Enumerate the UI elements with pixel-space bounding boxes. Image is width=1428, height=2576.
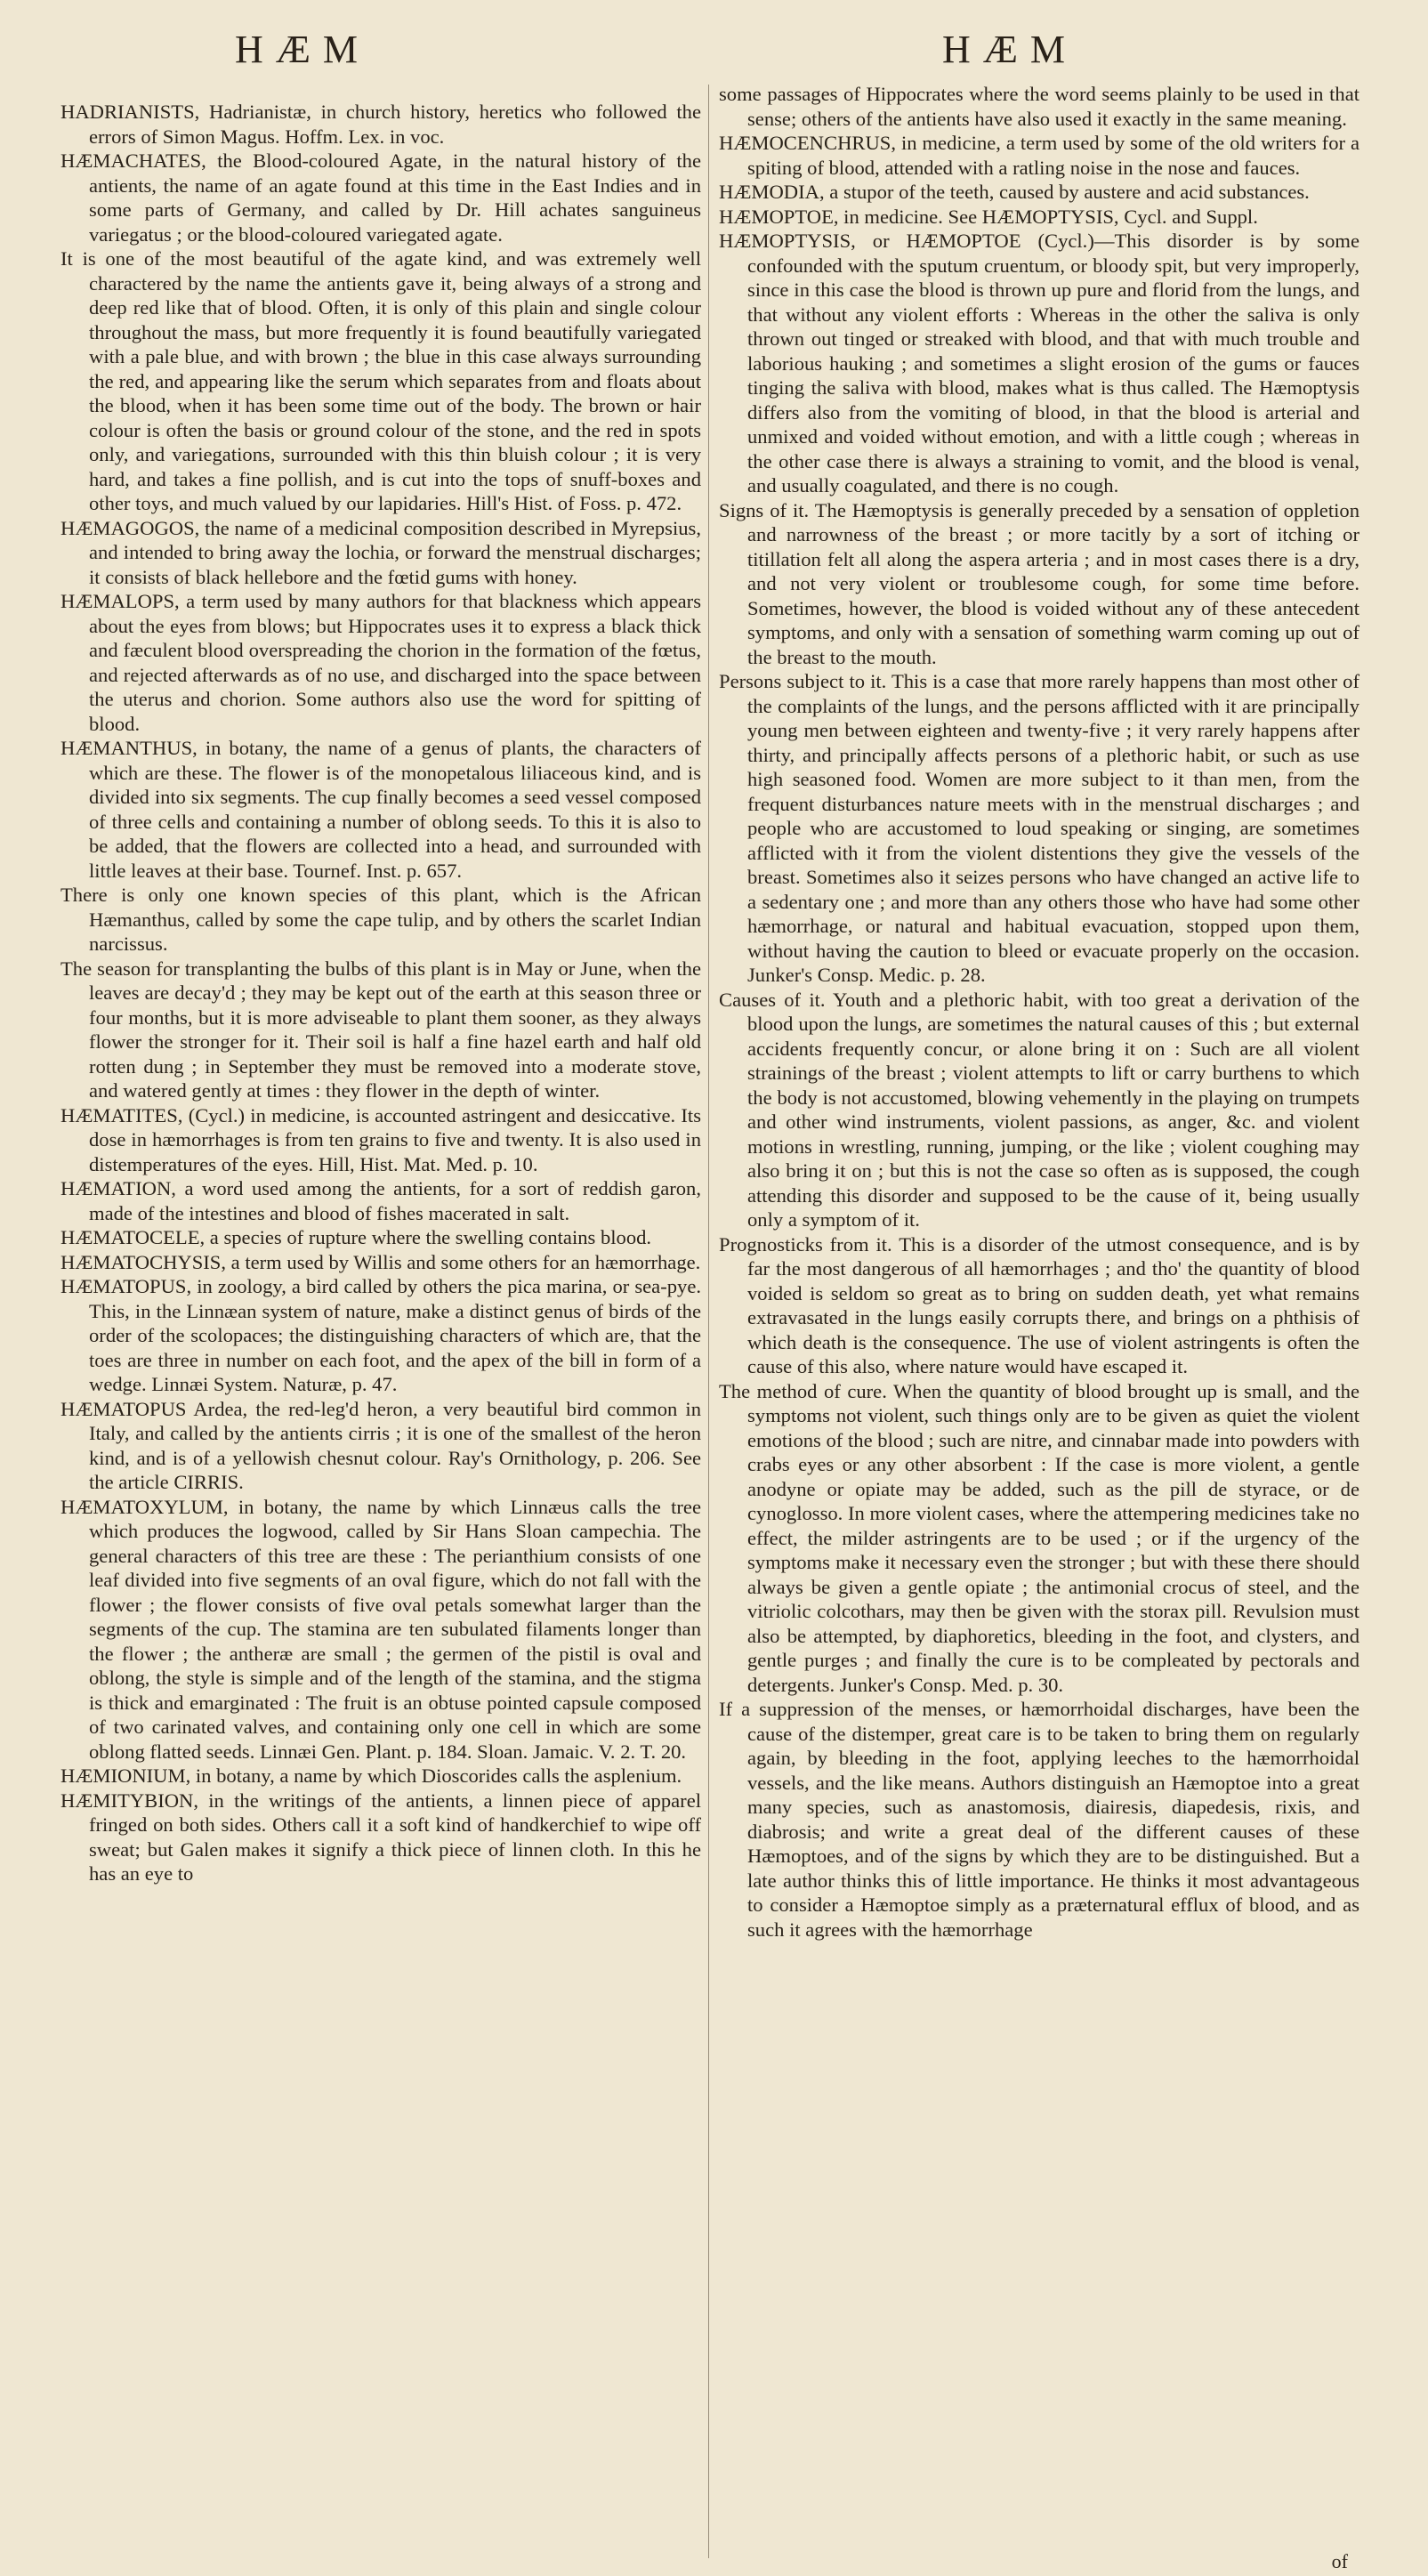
- entry-paragraph: Causes of it. Youth and a plethoric habit, with too great a derivation of the blood upon the lungs, are sometimes the natural causes of this ; but external accidents frequently concur, or alone bring it on : Such are all violent strainings of the breast ; violent attempts to lift or carry burthens to which the body is not accustomed, blowing vehemently in the playing on trumpets and other wind instruments, violent passions, as anger, &c. and violent motions in wrestling, running, jumping, or the like ; violent coughing may also bring it on ; but this is not the case so often as is supposed, the cough attending this disorder and supposed to be the cause of it, being usually only a symptom of it.: [719, 988, 1359, 1231]
- entry-paragraph: HÆMATOCELE, a species of rupture where the swelling contains blood.: [61, 1226, 652, 1248]
- entry-paragraph: HÆMITYBION, in the writings of the antients, a linnen piece of apparel fringed on both sides. Others call it a soft kind of handkerchief to wipe off sweat; but Galen makes it signify a thick piece of linnen cloth. In this he has an eye to: [61, 1789, 701, 1885]
- running-head-right: HÆM: [941, 28, 1078, 71]
- entry-paragraph: some passages of Hippocrates where the word seems plainly to be used in that sense; others of the antients have also used it exactly in the same meaning.: [719, 83, 1359, 130]
- entry-paragraph: HÆMAGOGOS, the name of a medicinal composition described in Myrepsius, and intended to bring away the lochia, or forward the menstrual discharges; it consists of black hellebore and the fœtid gums with honey.: [61, 516, 701, 588]
- entry-paragraph: HÆMATOCHYSIS, a term used by Willis and some others for an hæmorrhage.: [61, 1250, 701, 1273]
- entry-paragraph: HÆMATION, a word used among the antients, for a sort of reddish garon, made of the intestines and blood of fishes macerated in salt.: [61, 1177, 701, 1224]
- entry-paragraph: HADRIANISTS, Hadrianistæ, in church history, heretics who followed the errors of Simon Magus. Hoffm. Lex. in voc.: [61, 101, 701, 148]
- entry-paragraph: It is one of the most beautiful of the agate kind, and was extremely well charactered by the name the antients gave it, being always of a strong and deep red like that of blood. Often, it is only of this plain and single colour throughout the mass, but more frequently it is found beautifully variegated with a pale blue, and with brown ; the blue in this case always surrounding the red, and appearing like the serum which separates from and floats about the blood, when it has been some time out of the body. The brown or hair colour is often the basis or ground colour of the stone, and the red in spots only, and variegations, surrounded with this thin bluish colour ; it is very hard, and takes a fine pollish, and is cut into the tops of snuff-boxes and other toys, and much valued by our lapidaries. Hill's Hist. of Foss. p. 472.: [61, 247, 701, 514]
- entry-paragraph: If a suppression of the menses, or hæmorrhoidal discharges, have been the cause of the distemper, great care is to be taken to bring them on regularly again, by bleeding in the foot, applying leeches to the hæmorrhoidal vessels, and the like means. Authors distinguish an Hæmoptoe into a great many species, such as anastomosis, diairesis, diapedesis, rixis, and diabrosis; and write a great deal of the different causes of these Hæmoptoes, and of the signs by which they are to be distinguished. But a late author thinks this of little importance. He thinks it most advantageous to consider a Hæmoptoe simply as a præternatural efflux of blood, and as such it agrees with the hæmorrhage: [719, 1698, 1359, 1941]
- entry-paragraph: HÆMOCENCHRUS, in medicine, a term used by some of the old writers for a spiting of blood, attended with a ratling noise in the nose and fauces.: [719, 132, 1359, 179]
- catchword: of: [1331, 2550, 1348, 2572]
- entry-paragraph: HÆMALOPS, a term used by many authors for that blackness which appears about the eyes from blows; but Hippocrates uses it to express a black thick and fæculent blood overspreading the chorion in the formation of the fœtus, and rejected afterwards as of no use, and discharged into the space between the uterus and chorion. Some authors also use the word for spitting of blood.: [61, 590, 701, 735]
- running-head-left: HÆM: [234, 28, 371, 71]
- entry-paragraph: HÆMODIA, a stupor of the teeth, caused by austere and acid substances.: [719, 181, 1310, 203]
- entry-paragraph: The method of cure. When the quantity of blood brought up is small, and the symptoms not violent, such things only are to be given as quiet the violent emotions of the blood ; such are nitre, and cinnabar made into powders with crabs eyes or any other absorbent : If the case is more violent, a gentle anodyne or opiate may be added, such as the pill de styrace, or de cynoglosso. In more violent cases, where the attempering medicines take no effect, the milder astringents are to be used ; or if the urgency of the symptoms make it necessary even the stronger ; but with these there should always be given a gentle opiate ; the antimonial crocus of steel, and the vitriolic colcothars, may then be given with the storax pill. Revulsion must also be attempted, by diaphoretics, bleeding in the foot, and clysters, and gentle purges ; and finally the cure is to be compleated by pectorals and detergents. Junker's Consp. Med. p. 30.: [719, 1379, 1359, 1696]
- entry-paragraph: The season for transplanting the bulbs of this plant is in May or June, when the leaves are decay'd ; they may be kept out of the earth at this season three or four months, but it is more adviseable to plant them sooner, as they always flower the stronger for it. Their soil is half a fine hazel earth and half old rotten dung ; in September they must be removed into a moderate stove, and watered gently at times : they flower in the depth of winter.: [61, 957, 701, 1102]
- entry-paragraph: HÆMOPTYSIS, or HÆMOPTOE (Cycl.)—This disorder is by some confounded with the sputum cruentum, or bloody spit, but very improperly, since in this case the blood is thrown up pure and florid from the lungs, and that without any violent efforts : Whereas in the other the saliva is only thrown out tinged or streaked with blood, and that with much trouble and laborious hauking ; and sometimes a slight erosion of the gums or fauces tinging the saliva with blood, makes what is thus called. The Hæmoptysis differs also from the vomiting of blood, in that the blood is arterial and unmixed and voided without emotion, and with a little cough ; whereas in the other case there is always a straining to vomit, and the blood is venal, and usually coagulated, and there is no cough.: [719, 230, 1359, 497]
- entry-paragraph: HÆMOPTOE, in medicine. See HÆMOPTYSIS, Cycl. and Suppl.: [719, 205, 1258, 228]
- entry-paragraph: HÆMATOPUS, in zoology, a bird called by others the pica marina, or sea-pye. This, in the Linnæan system of nature, make a distinct genus of birds of the order of the scolopaces; the distinguishing characters of which are, that the toes are three in number on each foot, and the apex of the bill in form of a wedge. Linnæi System. Naturæ, p. 47.: [61, 1275, 701, 1395]
- column-divider: [708, 85, 709, 2558]
- left-column: [61, 100, 701, 1886]
- entry-paragraph: HÆMACHATES, the Blood-coloured Agate, in the natural history of the antients, the name of an agate found at this time in the East Indies and in some parts of Germany, and called by Dr. Hill achates sanguineus variegatus ; or the blood-coloured variegated agate.: [61, 149, 701, 246]
- entry-paragraph: HÆMIONIUM, in botany, a name by which Dioscorides calls the asplenium.: [61, 1764, 682, 1787]
- entry-paragraph: Persons subject to it. This is a case that more rarely happens than most other of the complaints of the lungs, and the persons afflicted with it are principally young men between eighteen and twenty-five ; it very rarely happens after thirty, and principally affects persons of a plethoric habit, or such as use high seasoned food. Women are more subject to it than men, from the frequent disturbances nature meets with in the menstrual discharges ; and people who are accustomed to loud speaking or singing, are sometimes afflicted with it from the violent distentions they give the vessels of the breast. Sometimes also it seizes persons who have changed an active life to a sedentary one ; and more than any others those who have had some other hæmorrhage, or natural and habitual evacuation, stopped upon them, without having the caution to bleed or evacuate properly on the occasion. Junker's Consp. Medic. p. 28.: [719, 670, 1359, 986]
- entry-paragraph: HÆMATITES, (Cycl.) in medicine, is accounted astringent and desiccative. Its dose in hæmorrhages is from ten grains to five and twenty. It is also used in distemperatures of the eyes. Hill, Hist. Mat. Med. p. 10.: [61, 1103, 701, 1175]
- entry-paragraph: Signs of it. The Hæmoptysis is generally preceded by a sensation of oppletion and narrowness of the breast ; or more tacitly by a sort of itching or titillation felt all along the aspera arteria ; and in most cases there is a dry, and not very violent or troublesome cough, for some time before. Sometimes, however, the blood is voided without any of these antecedent symptoms, and only with a sensation of something warm coming up out of the breast to the mouth.: [719, 498, 1359, 668]
- entry-paragraph: HÆMANTHUS, in botany, the name of a genus of plants, the characters of which are these. The flower is of the monopetalous liliaceous kind, and is divided into six segments. The cup finally becomes a seed vessel composed of three cells and containing a number of oblong seeds. To this it is also to be added, that the flowers are collected into a head, and surrounded with little leaves at their base. Tournef. Inst. p. 657.: [61, 737, 701, 882]
- right-column: [719, 82, 1359, 1942]
- entry-paragraph: HÆMATOXYLUM, in botany, the name by which Linnæus calls the tree which produces the logwood, called by Sir Hans Sloan campechia. The general characters of this tree are these : The perianthium consists of one leaf divided into five segments of an oval figure, which do not fall with the flower ; the flower consists of five oval petals somewhat larger than the segments of the cup. The stamina are ten subulated filaments longer than the flower ; the antheræ are small ; the germen of the pistil is oval and oblong, the style is simple and of the length of the stamina, and the stigma is thick and emarginated : The fruit is an obtuse pointed capsule composed of two carinated valves, and containing only one cell in which are some oblong flatted seeds. Linnæi Gen. Plant. p. 184. Sloan. Jamaic. V. 2. T. 20.: [61, 1495, 701, 1763]
- entry-paragraph: HÆMATOPUS Ardea, the red-leg'd heron, a very beautiful bird common in Italy, and called by the antients cirris ; it is one of the smallest of the heron kind, and is of a yellowish chesnut colour. Ray's Ornithology, p. 206. See the article CIRRIS.: [61, 1397, 701, 1493]
- entry-paragraph: Prognosticks from it. This is a disorder of the utmost consequence, and is by far the most dangerous of all hæmorrhages ; and tho' the quantity of blood voided is seldom so great as to bring on sudden death, yet what remains extravasated in the lungs easily corrupts there, and brings on a phthisis of which death is the consequence. The use of violent astringents is often the cause of this also, where nature would have escaped it.: [719, 1232, 1359, 1377]
- entry-paragraph: There is only one known species of this plant, which is the African Hæmanthus, called by some the cape tulip, and by others the scarlet Indian narcissus.: [61, 884, 701, 955]
